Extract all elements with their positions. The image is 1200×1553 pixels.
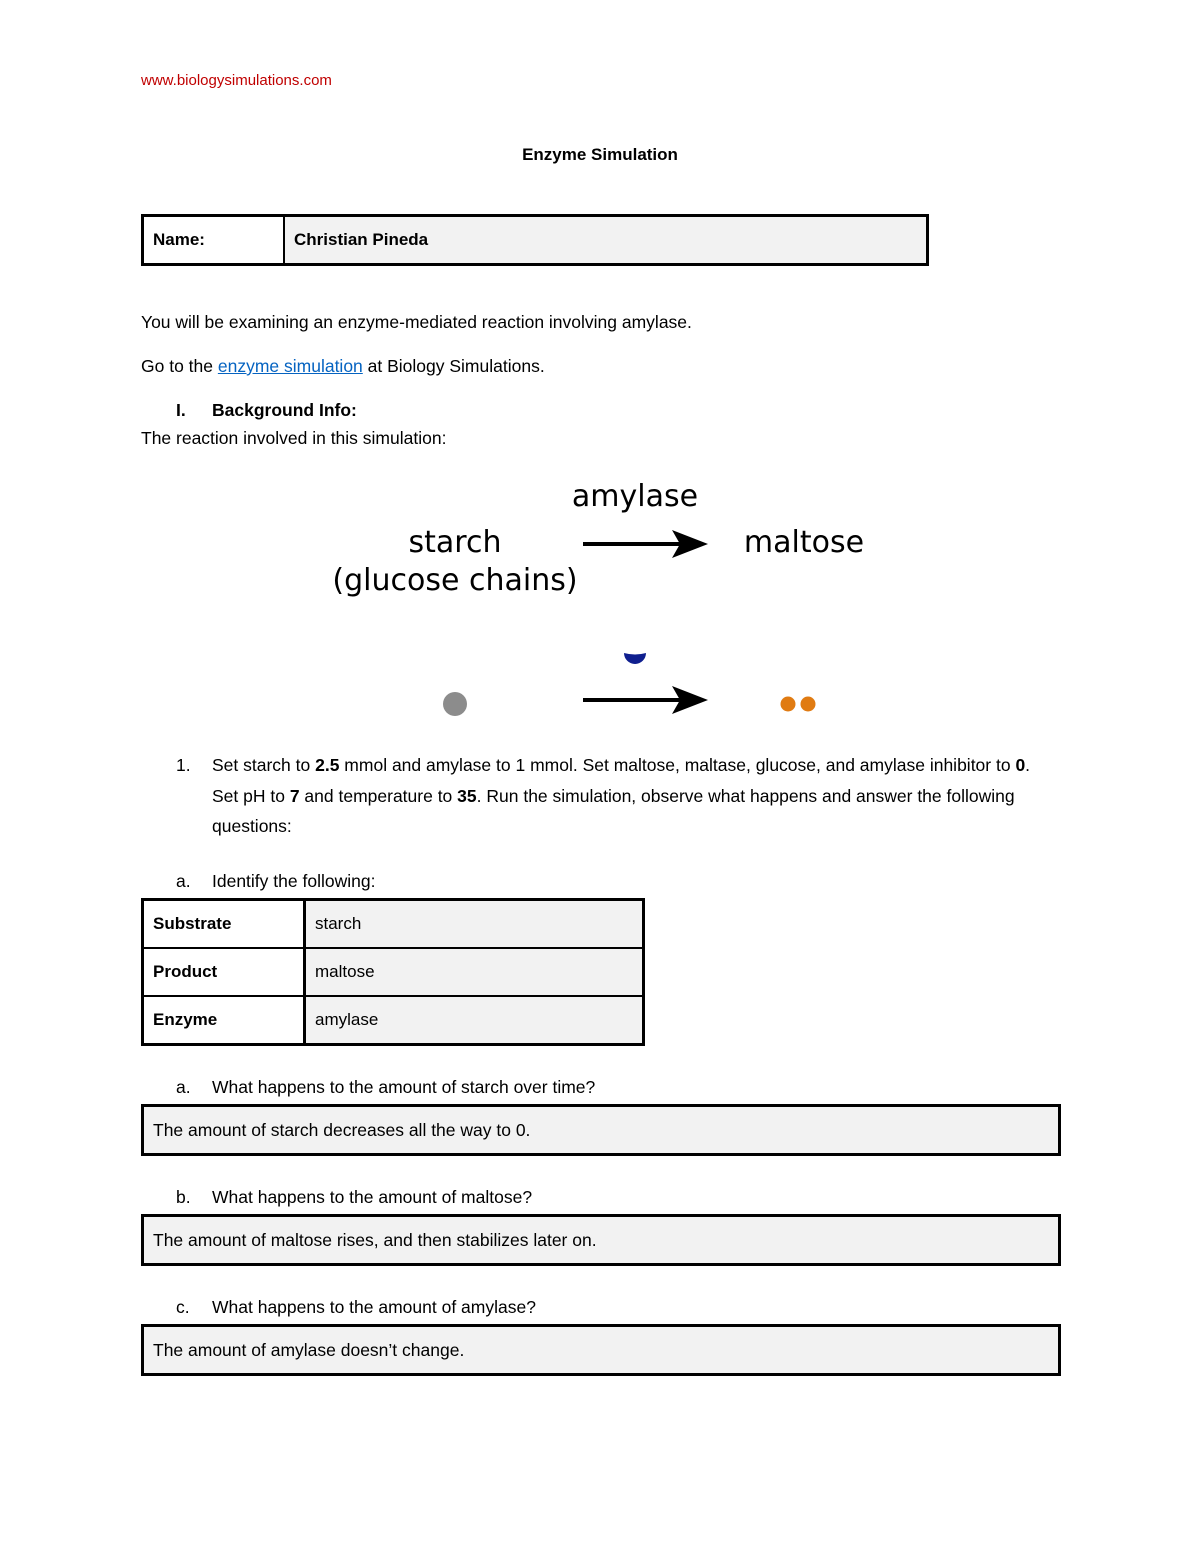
product-label: maltose bbox=[743, 525, 865, 560]
row-key: Product bbox=[144, 949, 306, 995]
reaction-arrow-symbolic bbox=[583, 686, 708, 714]
question-a-prompt: a. What happens to the amount of starch over time? bbox=[176, 1077, 596, 1097]
site-link[interactable]: www.biologysimulations.com bbox=[141, 72, 332, 89]
question-number: 1. bbox=[176, 755, 191, 775]
amylase-icon bbox=[624, 653, 646, 664]
answer-box-a[interactable]: The amount of starch decreases all the way to 0. bbox=[141, 1104, 1061, 1156]
name-field[interactable]: Christian Pineda bbox=[294, 230, 429, 249]
question-b-prompt: b. What happens to the amount of maltose? bbox=[176, 1187, 533, 1207]
maltose-icon bbox=[781, 697, 796, 712]
enzyme-label: amylase bbox=[571, 479, 699, 514]
identify-table bbox=[141, 898, 645, 1046]
intro-link-line bbox=[141, 356, 545, 377]
reactant-label: starch bbox=[408, 525, 502, 560]
name-label: Name: bbox=[144, 217, 285, 263]
row-answer-field[interactable]: maltose bbox=[306, 949, 642, 995]
row-key: Enzyme bbox=[144, 997, 306, 1043]
starch-icon bbox=[443, 692, 467, 716]
row-answer-field[interactable]: starch bbox=[306, 901, 642, 947]
enzyme-simulation-link[interactable]: enzyme simulation bbox=[217, 356, 363, 376]
question-1 bbox=[176, 750, 1056, 842]
intro-line: You will be examining an enzyme-mediated reaction involving amylase. bbox=[141, 312, 692, 332]
reaction-diagram bbox=[300, 470, 900, 730]
name-table bbox=[141, 214, 929, 266]
question-text: Set starch to 2.5 mmol and amylase to 1 mmol. Set maltose, maltase, glucose, and amylase inhibitor to 0. Set pH to 7 and temperature to 35. Run the simulation, observe what happens and answer the following questions: bbox=[212, 755, 1031, 836]
table-row bbox=[144, 997, 642, 1043]
intro-suffix: at Biology Simulations. bbox=[362, 356, 545, 376]
row-answer-field[interactable]: amylase bbox=[306, 997, 642, 1043]
section-number: I. bbox=[176, 400, 186, 420]
table-row bbox=[144, 949, 642, 997]
section-heading bbox=[176, 400, 357, 421]
maltose-icon bbox=[801, 697, 816, 712]
page-title: Enzyme Simulation bbox=[522, 145, 678, 164]
reaction-arrow bbox=[583, 530, 708, 558]
reactant-sublabel: (glucose chains) bbox=[332, 563, 578, 598]
section-title: Background Info: bbox=[212, 400, 357, 420]
table-row bbox=[144, 901, 642, 949]
intro-prefix: Go to the bbox=[141, 356, 218, 376]
answer-box-b[interactable]: The amount of maltose rises, and then stabilizes later on. bbox=[141, 1214, 1061, 1266]
answer-box-c[interactable]: The amount of amylase doesn’t change. bbox=[141, 1324, 1061, 1376]
section-text: The reaction involved in this simulation: bbox=[141, 428, 447, 448]
identify-prompt: a. Identify the following: bbox=[176, 871, 376, 891]
question-c-prompt: c. What happens to the amount of amylase? bbox=[176, 1297, 536, 1317]
row-key: Substrate bbox=[144, 901, 306, 947]
